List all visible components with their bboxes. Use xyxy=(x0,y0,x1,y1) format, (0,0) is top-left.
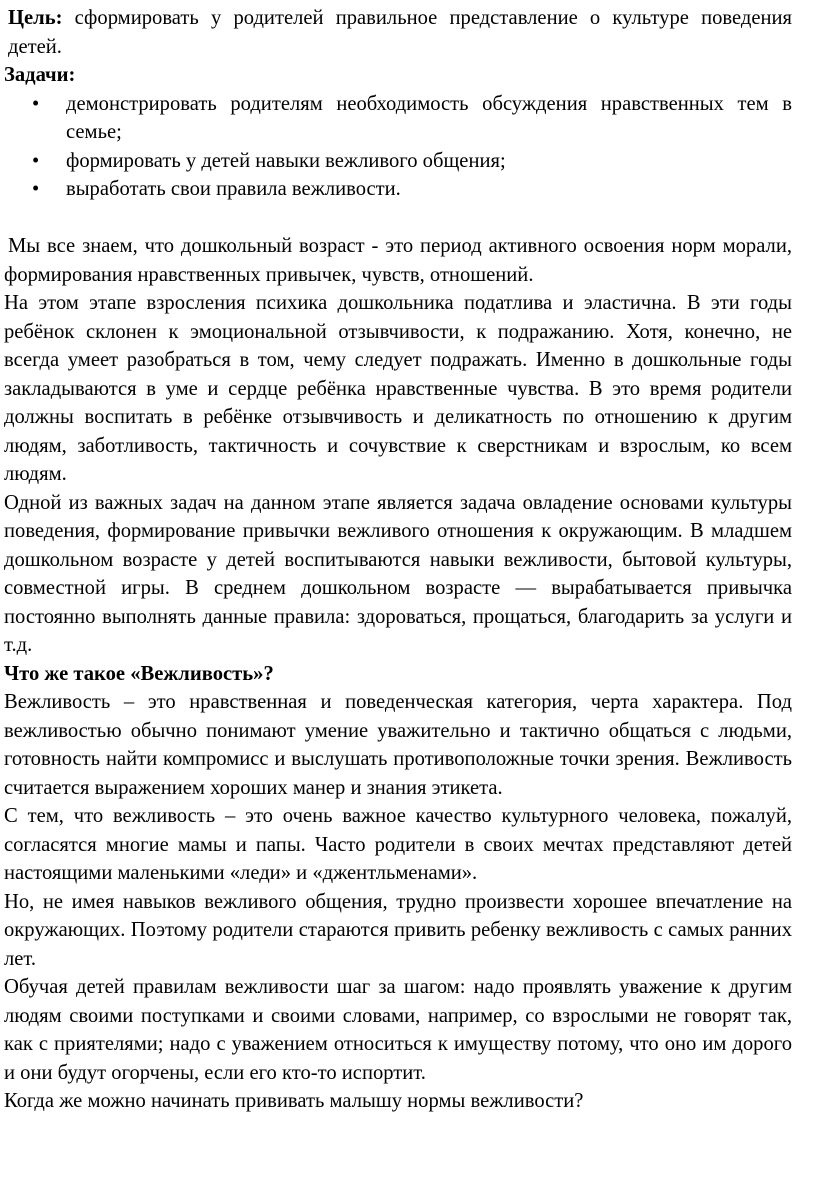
paragraph: С тем, что вежливость – это очень важное качество культурного человека, пожалуй, согласятся многие мамы и папы. Часто родители в своих мечтах представляют детей настоящими маленькими «леди» и «джентльменами». xyxy=(4,805,792,884)
paragraph: Одной из важных задач на данном этапе является задача овладение основами культуры поведения, формирование привычки вежливого отношения к окружающим. В младшем дошкольном возрасте у детей воспитываются навыки вежливости, бытовой культуры, совместной игры. В среднем дошкольном возрасте — вырабатывается привычка постоянно выполнять данные правила: здороваться, прощаться, благодарить за услуги и т.д. xyxy=(4,491,792,656)
paragraph: На этом этапе взросления психика дошкольника податлива и эластична. В эти годы ребёнок склонен к эмоциональной отзывчивости, к подражанию. Хотя, конечно, не всегда умеет разобраться в том, чему следует подражать. Именно в дошкольные годы закладываются в уме и сердце ребёнка нравственные чувства. В это время родители должны воспитать в ребёнке отзывчивость и деликатность по отношению к другим людям, заботливость, тактичность и сочувствие к сверстникам и взрослым, ко всем людям. xyxy=(4,292,792,485)
paragraph: Но, не имея навыков вежливого общения, трудно произвести хорошее впечатление на окружающих. Поэтому родители стараются привить ребенку вежливость с самых ранних лет. xyxy=(4,890,792,970)
bullet-icon: • xyxy=(32,149,40,172)
paragraph: Вежливость – это нравственная и поведенческая категория, черта характера. Под вежливостью обычно понимают умение уважительно и тактично общаться с людьми, готовность найти компромисс и выслушать противоположные точки зрения. Вежливость считается выражением хороших манер и знания этикета. xyxy=(4,691,792,799)
goal-paragraph xyxy=(4,4,792,61)
bullet-icon: • xyxy=(32,92,40,115)
paragraph: Мы все знаем, что дошкольный возраст - это период активного освоения норм морали, формирования нравственных привычек, чувств, отношений. xyxy=(4,235,792,286)
tasks-heading: Задачи: xyxy=(4,64,76,86)
task-text: демонстрировать родителям необходимость обсуждения нравственных тем в семье; xyxy=(66,92,792,143)
paragraph: Когда же можно начинать прививать малышу нормы вежливости? xyxy=(4,1090,584,1112)
blank-line xyxy=(4,204,792,233)
task-text: выработать свои правила вежливости. xyxy=(66,178,401,200)
goal-label: Цель: xyxy=(8,7,63,29)
goal-text: сформировать у родителей правильное представление о культуре поведения детей. xyxy=(8,7,792,58)
section-heading: Что же такое «Вежливость»? xyxy=(4,662,274,685)
list-item xyxy=(4,90,792,147)
list-item xyxy=(4,175,792,204)
task-text: формировать у детей навыки вежливого общения; xyxy=(66,149,506,172)
paragraph: Обучая детей правилам вежливости шаг за шагом: надо проявлять уважение к другим людям своими поступками и своими словами, например, со взрослыми не говорят так, как с приятелями; надо с уважением относиться к имуществу потому, что оно им дорого и они будут огорчены, если его кто-то испортит. xyxy=(4,976,792,1084)
list-item xyxy=(4,147,792,176)
bullet-icon: • xyxy=(32,178,40,200)
tasks-list xyxy=(4,90,792,204)
